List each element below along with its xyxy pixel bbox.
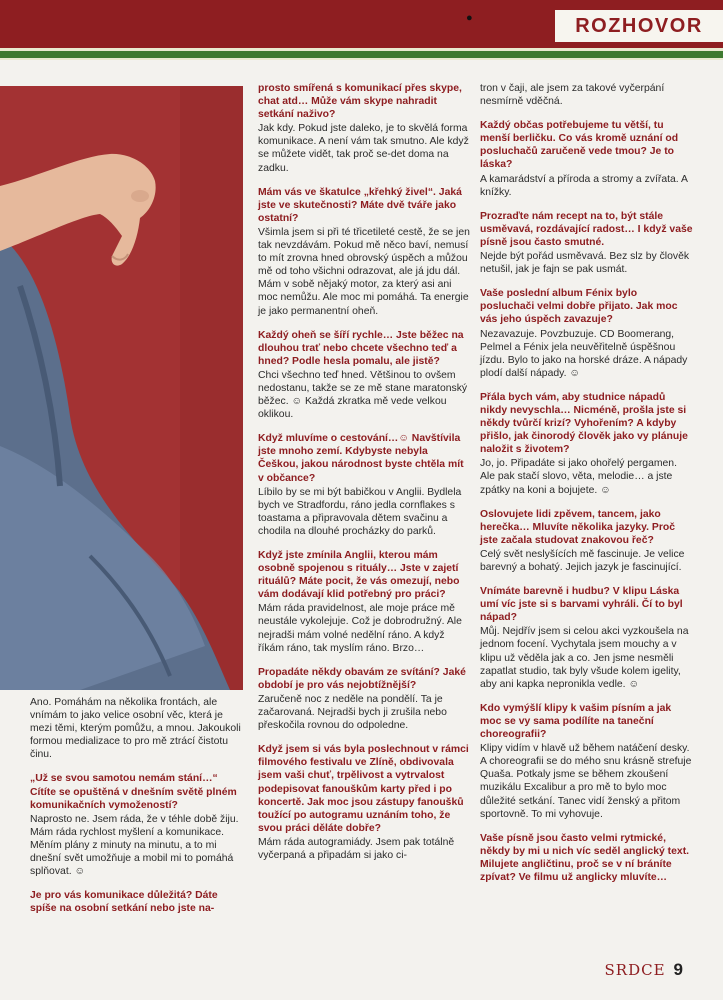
column-2 — [258, 82, 470, 873]
question-9: Každý občas potřebujeme tu větší, tu menší berličku. Co vás kromě uznání od posluchačů zaručeně vede tmou? Je to láska? — [480, 120, 679, 171]
answer-10: Nejde být pořád usměvavá. Bez slz by člověk netušil, jak je fajn se pak usmát. — [480, 251, 690, 276]
question-3: Mám vás ve škatulce „křehký živel“. Jaká jste ve skutečnosti? Máte dvě tváře jako ostatní? — [258, 186, 462, 224]
answer-4: Chci všechno teď hned. Většinou to ovšem nedostanu, takže se ze mě stane maratonský běžec. ☺ Každá zkratka mě vede velkou oklikou. — [258, 369, 468, 421]
question-11: Vaše poslední album Fénix bylo posluchači velmi dobře přijato. Jak moc vás jeho úspěch zavazuje? — [480, 288, 678, 326]
intro-answer: Ano. Pomáhám na několika frontách, ale vnímám to jako velice osobní věc, která je mezi těmi, kterým pomůžu, a mnou. Jakoukoli formou medializace to pro mě ztrácí čistotu činu. — [30, 697, 241, 761]
question-4: Každý oheň se šíří rychle… Jste běžec na dlouhou trať nebo chcete všechno teď a hned? Podle hesla pomalu, ale jistě? — [258, 329, 464, 367]
question-10: Prozraďte nám recept na to, být stále usměvavá, rozdávající radost… I když vaše písně jsou často smutné. — [480, 210, 693, 248]
question-8: Když jsem si vás byla poslechnout v rámci filmového festivalu ve Zlíně, obdivovala jsem vaši chuť, trpělivost a vytrvalost podepisovat fanouškům karty před i po koncertě. Jak moc jsou zástupy fanoušků toužící po autogramu uznáním toho, že svou práci děláte dobře? — [258, 744, 469, 834]
page-number: 9 — [673, 960, 683, 979]
portrait-photo — [0, 86, 243, 690]
answer-14: Můj. Nejdřív jsem si celou akci vyzkoušela na jednom focení. Vychytala jsem mouchy a v klipu už věděla jak a co. Jen jsme nesměli zapatlat studio, tak byly všude kolem igelity, aby ani kapka nepronikla vedle. ☺ — [480, 626, 689, 690]
answer-8: Mám ráda autogramiády. Jsem pak totálně vyčerpaná a připadám si jako ci- — [258, 836, 455, 861]
magazine-brand: SRDCE — [604, 961, 666, 979]
answer-11: Nezavazuje. Povzbuzuje. CD Boomerang, Pelmel a Fénix jela neuvěřitelně úspěšnou jízdu. Bylo to jako na horské dráze. A nápady plodí další nápady. ☺ — [480, 328, 688, 379]
answer-12: Jo, jo. Připadáte si jako ohořelý pergamen. Ale pak stačí slovo, věta, melodie… a jste zpátky na koni a bojujete. ☺ — [480, 458, 677, 496]
question-1: „Už se svou samotou nemám stání…“ Cítíte se opuštěná v dnešním světě plném komunikačních vymožeností? — [30, 773, 237, 811]
column-3 — [480, 82, 694, 895]
answer-7: Zaručeně noc z neděle na pondělí. Ta je začarovaná. Nejradši bych ji zrušila nebo přeskočila rovnou do odpoledne. — [258, 693, 447, 732]
section-rubric: ROZHOVOR — [555, 10, 723, 42]
answer-9: A kamarádství a příroda a stromy a zvířata. A knížky. — [480, 173, 688, 198]
answer-13: Celý svět neslyšících mě fascinuje. Je velice barevný a bohatý. Jejich jazyk je fascinující. — [480, 548, 685, 573]
question-5: Když mluvíme o cestování…☺ Navštívila jste mnoho zemí. Kdybyste nebyla Češkou, jakou národnost byste chtěla mít v občance? — [258, 433, 464, 484]
question-15: Kdo vymýšlí klipy k vašim písním a jak moc se vy sama podílíte na taneční choreografii? — [480, 702, 672, 741]
column-1 — [30, 696, 242, 926]
answer-5: Líbilo by se mi být babičkou v Anglii. Bydlela bych ve Stradfordu, ráno jedla cornflakes s toastama a připravovala dětem svačinu a chodila na dlouhé procházky do parků. — [258, 486, 462, 537]
answer-1: Naprosto ne. Jsem ráda, že v téhle době žiju. Mám ráda rychlost myšlení a komunikace. Měním plány z minuty na minutu, a to mi dnešní svět umožňuje a mobil mi to pomáhá splňovat. ☺ — [30, 813, 239, 878]
answer-8-cont: tron v čaji, ale jsem za takové vyčerpání nesmírně vděčná. — [480, 83, 665, 108]
answer-2: Jak kdy. Pokud jste daleko, je to skvělá forma komunikace. A není vám tak smutno. Ale když se můžete vidět, tak proč se-det doma na zadku. — [258, 123, 469, 174]
question-6: Když jste zmínila Anglii, kterou mám osobně spojenou s rituály… Jste v zajetí rituálů? Máte pocit, že vás omezují, nebo vám dodávají klid potřebný pro práci? — [258, 550, 460, 601]
photo-woman-hand-icon — [0, 86, 243, 690]
question-12: Přála bych vám, aby studnice nápadů nikdy nevyschla… Nicméně, prošla jste si někdy tvůrčí krizí? Vyhořením? A kdyby přišlo, jak činorodý člověk jako vy plánuje naložit s životem? — [480, 391, 688, 456]
question-13: Oslovujete lidi zpěvem, tancem, jako herečka… Mluvíte několika jazyky. Proč jste začala studovat znakovou řeč? — [480, 508, 676, 546]
question-14: Vnímáte barevně i hudbu? V klipu Láska umí víc jste si s barvami vyhráli. Čí to byl nápad? — [480, 586, 683, 624]
answer-3: Všimla jsem si při té třicetileté cestě, že se jen tak nevzdávám. Pokud mě něco baví, nemusí to mít zrovna hned obrovský úspěch a můžou mě od toho všichni odrazovat, ale já jdu dál. Mám v sobě nějaký motor, za který asi ani moc nemůžu. Ale moc mi pomáhá. Ta energie je jako permanentní oheň. — [258, 226, 470, 317]
answer-6: Mám ráda pravidelnost, ale moje práce mě neustále vykolejuje. Což je dobrodružný. Ale nejradši mám volné nedělní ráno. A když říkám ráno, tak myslím ráno. Brzo… — [258, 603, 462, 654]
answer-15: Klipy vidím v hlavě už během natáčení desky. A choreografii se do mého snu krásně strefuje Quaša. Potkaly jsme se během zkoušení muzikálu Excalibur a pro mě to bylo moc důležité setkání. Tanec vidí ženský a přitom sportovně. To mi vyhovuje. — [480, 743, 692, 820]
question-16: Vaše písně jsou často velmi rytmické, někdy by mi u nich víc seděl anglický text. Milujete angličtinu, proč se v ní bráníte zpívat? Ve filmu už anglicky mluvíte… — [480, 832, 690, 883]
green-divider — [0, 48, 723, 60]
question-7: Propadáte někdy obavám ze svítání? Jaké období je pro vás nejobtížnější? — [258, 666, 466, 691]
question-2: Je pro vás komunikace důležitá? Dáte spíše na osobní setkání nebo jste na- — [30, 890, 218, 915]
page-marker: ● — [466, 12, 473, 24]
question-2-cont: prosto smířená s komunikací přes skype, chat atd… Může vám skype nahradit setkání naživo? — [258, 83, 462, 121]
page-footer — [605, 958, 684, 981]
